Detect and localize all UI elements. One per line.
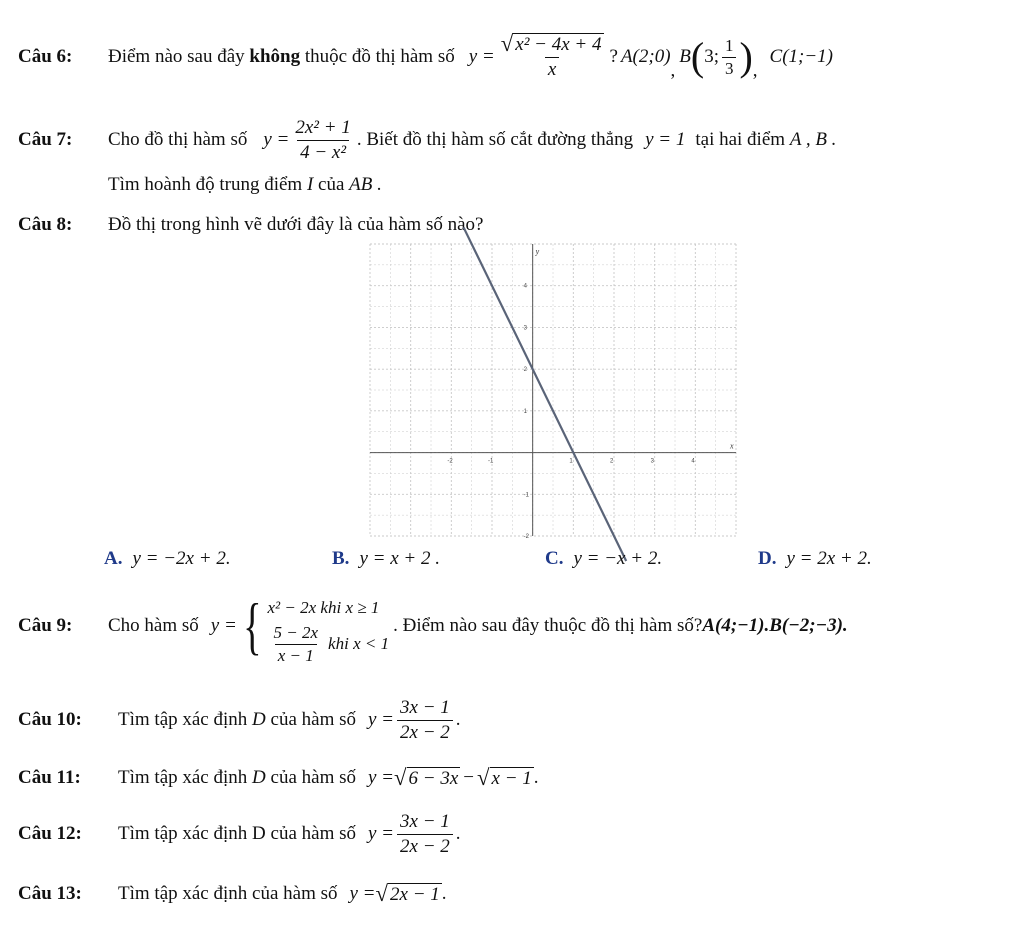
q9-point-b: B(−2;−3). bbox=[769, 614, 848, 636]
y-tick-label: 3 bbox=[523, 325, 528, 332]
q6-point-b-inner: 3; bbox=[704, 45, 719, 67]
q7-line2-b: của bbox=[318, 174, 345, 195]
question-7-line2 bbox=[108, 174, 382, 197]
q7-seg: AB . bbox=[349, 174, 382, 195]
q8-option-c[interactable]: C. y = −x + 2. bbox=[545, 548, 663, 569]
line-graph bbox=[370, 244, 736, 540]
q13-label: Câu 13: bbox=[18, 882, 82, 904]
q11-label: Câu 11: bbox=[18, 766, 81, 788]
q6-label: Câu 6: bbox=[18, 45, 73, 67]
q8-option-d[interactable]: D. y = 2x + 2. bbox=[758, 548, 872, 569]
q6-text-bold: không bbox=[249, 45, 301, 67]
q11-sqrt1: √ 6 − 3x bbox=[394, 764, 459, 790]
series bbox=[464, 227, 627, 561]
question-12: Câu 12: Tìm tập xác định D của hàm số y = $\frac{3x - 1}{2x - 2}$ . bbox=[18, 810, 461, 857]
q8-option-b[interactable]: B. y = x + 2 . bbox=[332, 548, 440, 569]
q11-d: D bbox=[252, 766, 266, 788]
q6-sqrt: √ x² − 4x + 4 bbox=[500, 31, 602, 57]
question-10: Câu 10: Tìm tập xác định D của hàm số y = $\frac{3x - 1}{2x - 2}$ . bbox=[18, 696, 461, 743]
x-tick-label: -1 bbox=[488, 458, 494, 465]
q9-piecewise bbox=[267, 590, 390, 665]
series-line bbox=[464, 227, 627, 561]
q7-text2: . Biết đồ thị hàm số cắt đường thẳng bbox=[356, 128, 634, 150]
question-7 bbox=[18, 110, 836, 170]
q8-label: Câu 8: bbox=[18, 214, 73, 235]
y-tick-label: 4 bbox=[523, 283, 528, 290]
q6-den: x bbox=[545, 57, 559, 81]
q6-point-b-frac: $\frac{1}{3}$ bbox=[722, 36, 737, 78]
q7-label: Câu 7: bbox=[18, 128, 73, 150]
x-tick-label: 2 bbox=[610, 458, 614, 465]
question-11: Câu 11: Tìm tập xác định D của hàm số y = √ 6 − 3x − √ x − 1 . bbox=[18, 764, 539, 790]
q13-sqrt: √ 2x − 1 bbox=[375, 880, 440, 906]
q9-point-a: A(4;−1). bbox=[702, 614, 770, 636]
q8-option-a[interactable]: A. y = −2x + 2. bbox=[104, 548, 231, 569]
q9-text2: . Điểm nào sau đây thuộc đồ thị hàm số? bbox=[393, 614, 703, 636]
top-border bbox=[0, 0, 1024, 2]
q6-sep2: , bbox=[752, 59, 758, 81]
question-6: Câu 6: Điểm nào sau đây không thuộc đồ thị hàm số y = √ x² − 4x + 4 x ? A(2;0) , B ( 3; $\frac{1}{3}$ ) , C(1;−1) bbox=[18, 31, 833, 81]
q9-text1: Cho hàm số bbox=[108, 614, 199, 636]
q10-d: D bbox=[252, 708, 266, 730]
y-tick-label: 2 bbox=[523, 367, 528, 374]
q7-text1: Cho đồ thị hàm số bbox=[108, 128, 248, 150]
tick-labels bbox=[447, 284, 695, 540]
q7-y-eq: y = bbox=[263, 128, 290, 150]
x-tick-label: -2 bbox=[447, 458, 453, 465]
y-axis-label: y bbox=[535, 247, 540, 256]
y-tick-label: -1 bbox=[523, 492, 530, 499]
q6-sep1: , bbox=[670, 59, 676, 81]
q6-y-eq: y = bbox=[468, 45, 495, 67]
q10-label: Câu 10: bbox=[18, 708, 82, 730]
q7-points: A , B . bbox=[789, 128, 837, 150]
q12-d: D bbox=[252, 822, 266, 844]
grid bbox=[370, 244, 736, 536]
q12-fraction: $\frac{3x - 1}{2x - 2}$ bbox=[397, 811, 453, 858]
q9-case2: $\frac{5 - 2x}{x - 1}$ khi x < 1 bbox=[273, 622, 390, 665]
q12-label: Câu 12: bbox=[18, 822, 82, 844]
y-tick-label: -2 bbox=[523, 534, 530, 540]
q9-y-eq: y = bbox=[210, 614, 237, 636]
q7-line2: Tìm hoành độ trung điểm bbox=[108, 174, 303, 195]
q7-fraction: $\frac{\text{2x² + 1}}{\text{4 − x²}}$ bbox=[295, 116, 351, 163]
x-tick-label: 1 bbox=[569, 458, 573, 465]
q6-text-before: Điểm nào sau đây bbox=[108, 45, 245, 67]
q7-text3: tại hai điểm bbox=[695, 128, 786, 150]
question-9: Câu 9: Cho hàm số y = { x² − 2x khi x ≥ 1 $\frac{5 - 2x}{x - 1}$ khi x < 1 . Điểm nào sau đây thuộc đồ thị hàm số? A(4;−1). B(−2;−3). bbox=[18, 590, 848, 665]
q6-point-a: A(2;0) bbox=[620, 45, 671, 67]
q6-point-b-pre: B bbox=[679, 45, 691, 67]
q9-case1: x² − 2x khi x ≥ 1 bbox=[267, 597, 380, 617]
q11-sqrt2: √ x − 1 bbox=[477, 764, 532, 790]
y-tick-label: 1 bbox=[523, 408, 528, 415]
question-8 bbox=[18, 214, 483, 237]
x-axis-label: x bbox=[730, 441, 734, 451]
q7-mid: I bbox=[306, 174, 314, 195]
q9-label: Câu 9: bbox=[18, 614, 73, 636]
q7-line: y = 1 bbox=[645, 128, 686, 150]
q10-fraction: $\frac{3x - 1}{2x - 2}$ bbox=[397, 697, 453, 744]
q6-qmark: ? bbox=[609, 45, 618, 67]
q6-text-after: thuộc đồ thị hàm số bbox=[304, 45, 455, 67]
question-13: Câu 13: Tìm tập xác định của hàm số y = √ 2x − 1 . bbox=[18, 880, 447, 906]
q6-point-c: C(1;−1) bbox=[769, 45, 833, 67]
q6-fraction bbox=[498, 33, 607, 81]
x-tick-label: 4 bbox=[691, 458, 695, 465]
q8-text: Đồ thị trong hình vẽ dưới đây là của hàm số nào? bbox=[108, 214, 484, 235]
x-tick-label: 3 bbox=[650, 458, 655, 465]
